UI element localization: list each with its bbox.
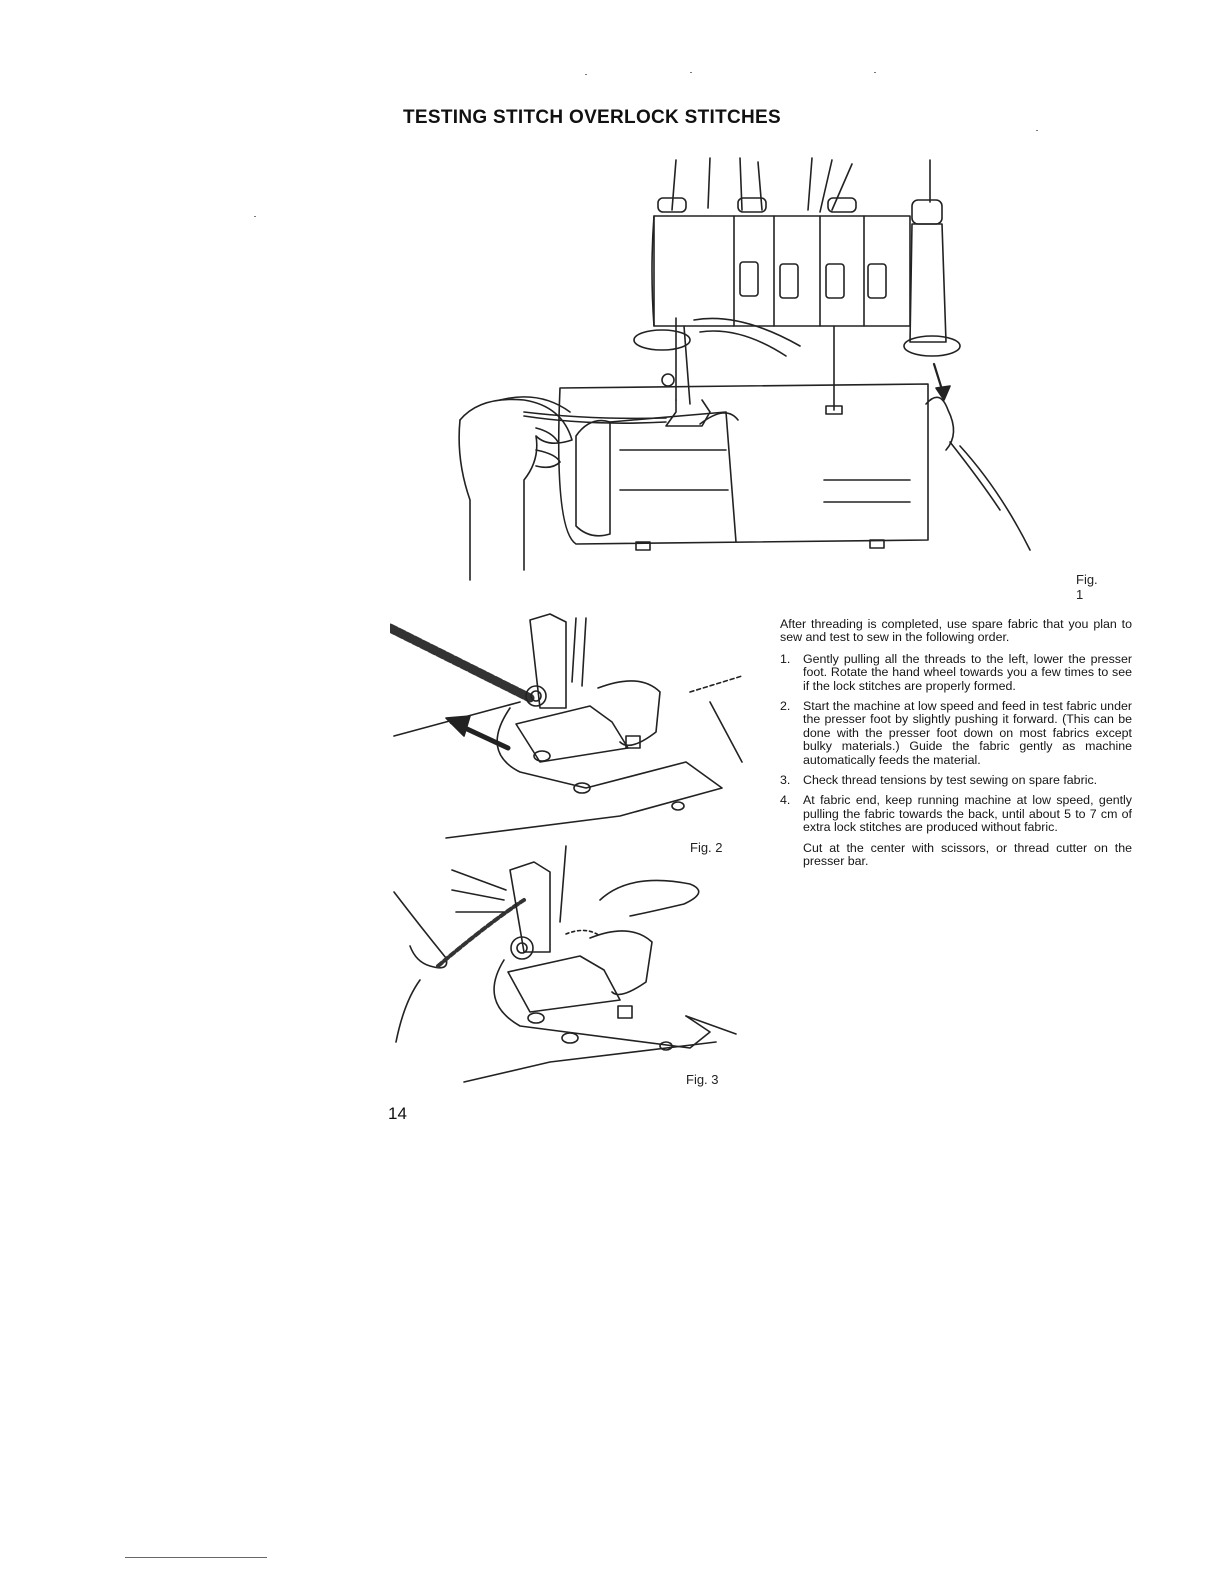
step-number: 2. <box>780 699 791 714</box>
step-text: Gently pulling all the threads to the left, lower the presser foot. Rotate the hand wheel towards you a few times to see if the lock stitches are properly formed. <box>803 651 1132 693</box>
scan-speck <box>1036 130 1038 131</box>
step-number: 1. <box>780 651 791 666</box>
figure-1 <box>440 150 1098 602</box>
step-4 <box>780 794 1132 834</box>
cut-note: Cut at the center with scissors, or thread cutter on the presser bar. <box>803 840 1132 869</box>
step-1 <box>780 653 1132 693</box>
instructions-intro: After threading is completed, use spare fabric that you plan to sew and test to sew in the following order. <box>780 617 1132 645</box>
scan-speck <box>874 72 876 73</box>
step-number: 3. <box>780 773 791 788</box>
step-3 <box>780 774 1132 787</box>
figure-2 <box>390 612 750 855</box>
scan-speck <box>690 72 692 73</box>
overlock-machine-illustration <box>440 150 1080 590</box>
step-text: Start the machine at low speed and feed in test fabric under the presser foot by slightly pushing it forward. (This can be done with the presser foot down on most fabrics except bulky materials.) Guide the fabric gently as machine automatically feeds the material. <box>803 699 1132 767</box>
figure-1-label: Fig. 1 <box>1076 572 1098 602</box>
step-text: At fabric end, keep running machine at low speed, gently pulling the fabric towards the back, until about 5 to 7 cm of extra lock stitches are produced without fabric. <box>803 793 1132 835</box>
figure-2-label: Fig. 2 <box>690 840 723 855</box>
scan-speck <box>585 74 587 75</box>
presser-foot-illustration <box>390 612 750 852</box>
instructions-steps <box>780 653 1132 835</box>
figure-3 <box>390 842 750 1092</box>
step-number: 4. <box>780 793 791 808</box>
step-2 <box>780 700 1132 767</box>
page-number: 14 <box>388 1104 407 1123</box>
thread-chain-illustration <box>390 842 750 1092</box>
footer-rule <box>125 1557 267 1558</box>
scan-speck <box>254 216 256 217</box>
step-text: Check thread tensions by test sewing on spare fabric. <box>803 773 1098 788</box>
page-title: TESTING STITCH OVERLOCK STITCHES <box>403 107 782 128</box>
figure-3-label: Fig. 3 <box>686 1072 719 1087</box>
instructions <box>780 618 1132 869</box>
